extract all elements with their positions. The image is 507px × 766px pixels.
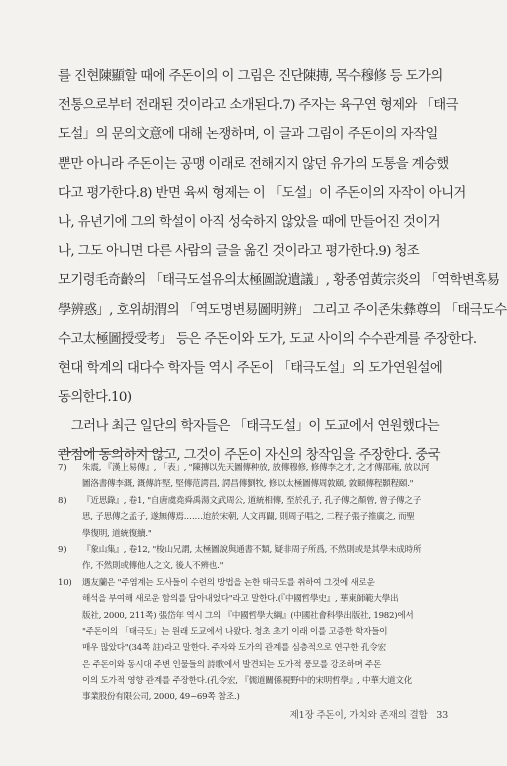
footnote-line [58, 624, 458, 640]
footnote-text: 遇友蘭은 "주염계는 도사들이 수련의 방법을 논한 태극도를 취하여 그것에 새로운 [82, 577, 375, 588]
footnote-text: 學復明, 道統復續." [82, 528, 152, 539]
footnotes [58, 460, 458, 706]
footnote-line [58, 476, 458, 492]
footnote-text: 『象山集』, 卷12, "梭山兄謂, 太極圖說與通書不類, 疑非周子所爲, 不然則或是其學未成時所 [82, 544, 422, 555]
footnote-line [58, 460, 458, 476]
text-line: 그러나 최근 일단의 학자들은 「태극도설」이 도교에서 연원했다는 [58, 419, 440, 435]
footnote-line [58, 575, 458, 591]
footnote-text: 事業股份有限公司, 2000, 49~69쪽 참조.) [82, 692, 240, 703]
text-line: 學辨惑」, 호위胡渭의 「역도명변易圖明辨」 그리고 주이존朱彝尊의 「태극도수 [58, 302, 507, 318]
text-line: 동의한다.10) [58, 390, 132, 406]
footnote-text: 版社, 2000, 211쪽) 張岱年 역시 그의 『中國哲學大綱』(中國社會科學出版社, 1982)에서 [82, 610, 414, 621]
footnote-text: 해석을 부여해 새로운 함의를 담아내었다"라고 말한다.(『中國哲學史』, 華東師範大學出 [82, 594, 399, 605]
text-line: 뿐만 아니라 주돈이는 공맹 이래로 전해지지 않던 유가의 도통을 계승했 [58, 156, 449, 172]
text-line: 다고 평가한다.8) 반면 육씨 형제는 이 「도설」이 주돈이의 자작이 아니거 [58, 185, 466, 201]
footnote-line [58, 591, 458, 607]
text-line: 를 진현陳顯할 때에 주돈이의 이 그림은 진단陳摶, 목수穆修 등 도가의 [58, 69, 443, 84]
text-line: 나, 유년기에 그의 학설이 아직 성숙하지 않았을 때에 만들어진 것이거 [58, 214, 440, 230]
footnote-line [58, 526, 458, 542]
footnote-divider [58, 451, 168, 452]
body-text [58, 62, 507, 471]
footnote-text: 매우 많았다"(34쪽 註)라고 말한다. 주자와 도가의 관계를 심층적으로 연구한 孔令宏 [82, 643, 386, 654]
text-line: 현대 학계의 대다수 학자들 역시 주돈이 「태극도설」의 도가연원설에 [58, 360, 443, 376]
footnote-line [58, 542, 458, 558]
footnote-line [58, 509, 458, 525]
footnote-number: 8) [58, 495, 67, 506]
footnote-line [58, 608, 458, 624]
footnote-text: 思, 子思傳之孟子, 遂無傳焉.……迨於宋朝, 人文再闢, 則周子唱之, 二程子張子推廣之, 而聖 [82, 512, 415, 523]
footnote-text: 『近思錄』, 卷1, "自唐虞堯舜禹湯文武周公, 道統相傳, 至於孔子, 孔子傳之顏曾, 曾子傳之子 [82, 495, 422, 506]
footnote-line [58, 640, 458, 656]
text-line: 관점에 동의하지 않고, 그것이 주돈이 자신의 창작임을 주장한다. 중국 [58, 448, 440, 464]
footnote-line [58, 558, 458, 574]
footnote-line [58, 673, 458, 689]
page-number: 33 [436, 710, 448, 721]
footnote-number: 9) [58, 544, 67, 555]
footnote-line [58, 657, 458, 673]
text-line: 나, 그도 아니면 다른 사람의 글을 옮긴 것이라고 평가한다.9) 청조 [58, 244, 420, 260]
footnote-text: 作, 不然則或傳他人之文, 後人不辨也." [82, 561, 224, 572]
text-line: 수고太極圖授受考」 등은 주돈이와 도가, 도교 사이의 수수관계를 주장한다. [58, 331, 477, 347]
chapter-title: 제1장 주돈이, 가치와 존재의 결합 [289, 710, 428, 721]
running-footer [290, 707, 448, 721]
text-line: 전통으로부터 전래된 것이라고 소개된다.7) 주자는 육구연 형제와 「태극 [58, 98, 458, 114]
footnote-text: 이의 도가적 영향 관계를 주장한다.(孔令宏, 『儒道關係視野中的宋明哲學』, 中華大道文化 [82, 676, 413, 687]
footnote-number: 7) [58, 463, 67, 473]
footnote-text: 圖洛書傳李溉, 溉傳許堅, 堅傳范諤昌, 諤昌傳劉牧, 修以太極圖傳周敦頤, 敦頤傳程顥程頤." [82, 479, 414, 490]
footnote-text: 은 주돈이와 동시대 주변 인물들의 詩歌에서 발견되는 도가적 풍모를 강조하며 주돈 [82, 659, 382, 670]
footnote-number: 10) [58, 577, 72, 588]
footnote-line [58, 493, 458, 509]
footnote-line [58, 689, 458, 705]
text-line: 모기령毛奇齡의 「태극도설유의太極圖說遺議」, 황종염黃宗炎의 「역학변혹易 [58, 273, 500, 289]
text-line: 도설」의 문의文意에 대해 논쟁하며, 이 글과 그림이 주돈이의 자작일 [58, 127, 438, 143]
footnote-text: "주돈이의 「태극도」는 원래 도교에서 나왔다. 청초 초기 이래 이를 고증한 학자들이 [82, 626, 388, 637]
footnote-text: 朱震, 『漢上易傳』, 「表」, "陳摶以先天圖傳种放, 放傳穆修, 修傳李之才, 之才傳邵雍, 放以河 [82, 463, 430, 473]
